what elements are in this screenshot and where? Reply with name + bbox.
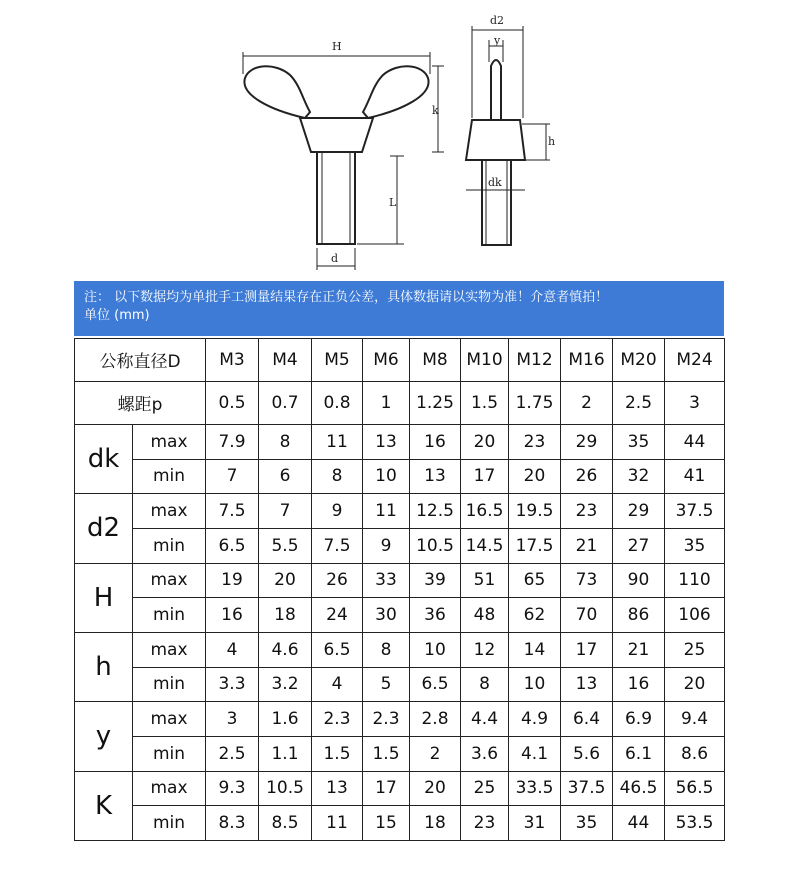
table-row bbox=[75, 667, 725, 702]
value-cell: 29 bbox=[613, 494, 665, 529]
value-cell: 14 bbox=[509, 632, 561, 667]
value-cell: 2.8 bbox=[410, 702, 461, 737]
value-cell: 17 bbox=[561, 632, 613, 667]
value-cell: 44 bbox=[613, 806, 665, 841]
value-cell: 3.6 bbox=[461, 736, 509, 771]
pitch-cell: 1 bbox=[363, 381, 410, 424]
limit-label: min bbox=[133, 528, 206, 563]
wing-bolt-diagram bbox=[0, 0, 790, 280]
value-cell: 16 bbox=[410, 424, 461, 459]
value-cell: 32 bbox=[613, 459, 665, 494]
value-cell: 9 bbox=[312, 494, 363, 529]
limit-label: min bbox=[133, 736, 206, 771]
value-cell: 18 bbox=[410, 806, 461, 841]
value-cell: 6.9 bbox=[613, 702, 665, 737]
value-cell: 4 bbox=[206, 632, 259, 667]
side-dimensions bbox=[466, 26, 550, 190]
value-cell: 25 bbox=[665, 632, 725, 667]
value-cell: 2.3 bbox=[363, 702, 410, 737]
side-boss-outline bbox=[466, 120, 525, 160]
size-cell: M16 bbox=[561, 339, 613, 382]
value-cell: 3.2 bbox=[259, 667, 312, 702]
value-cell: 3.3 bbox=[206, 667, 259, 702]
dim-H-label: H bbox=[332, 40, 342, 53]
value-cell: 10.5 bbox=[259, 771, 312, 806]
value-cell: 10 bbox=[363, 459, 410, 494]
unit-text: 单位 (mm) bbox=[84, 308, 150, 323]
note-text: 注： 以下数据均为单批手工测量结果存在正负公差，具体数据请以实物为准！介意者慎拍！ bbox=[84, 290, 609, 305]
table-row bbox=[75, 494, 725, 529]
pitch-cell: 1.75 bbox=[509, 381, 561, 424]
pitch-cell: 0.7 bbox=[259, 381, 312, 424]
pitch-cell: 2.5 bbox=[613, 381, 665, 424]
table-row bbox=[75, 563, 725, 598]
table-row bbox=[75, 736, 725, 771]
value-cell: 41 bbox=[665, 459, 725, 494]
value-cell: 1.5 bbox=[363, 736, 410, 771]
value-cell: 2 bbox=[410, 736, 461, 771]
value-cell: 23 bbox=[461, 806, 509, 841]
value-cell: 110 bbox=[665, 563, 725, 598]
value-cell: 8 bbox=[312, 459, 363, 494]
value-cell: 21 bbox=[613, 632, 665, 667]
value-cell: 8.5 bbox=[259, 806, 312, 841]
limit-label: max bbox=[133, 702, 206, 737]
pitch-cell: 0.5 bbox=[206, 381, 259, 424]
right-wing-outline bbox=[363, 66, 429, 118]
value-cell: 6.4 bbox=[561, 702, 613, 737]
value-cell: 16 bbox=[613, 667, 665, 702]
value-cell: 51 bbox=[461, 563, 509, 598]
table-row bbox=[75, 528, 725, 563]
dim-dk-label: dk bbox=[488, 176, 502, 189]
side-wing-outline bbox=[491, 60, 501, 120]
value-cell: 27 bbox=[613, 528, 665, 563]
value-cell: 8 bbox=[461, 667, 509, 702]
value-cell: 6 bbox=[259, 459, 312, 494]
value-cell: 9.3 bbox=[206, 771, 259, 806]
value-cell: 19 bbox=[206, 563, 259, 598]
value-cell: 11 bbox=[312, 806, 363, 841]
value-cell: 20 bbox=[509, 459, 561, 494]
table-row bbox=[75, 806, 725, 841]
group-label: dk bbox=[75, 424, 133, 493]
value-cell: 7.5 bbox=[206, 494, 259, 529]
limit-label: max bbox=[133, 771, 206, 806]
value-cell: 62 bbox=[509, 598, 561, 633]
value-cell: 30 bbox=[363, 598, 410, 633]
value-cell: 16.5 bbox=[461, 494, 509, 529]
side-view bbox=[466, 60, 525, 245]
value-cell: 6.1 bbox=[613, 736, 665, 771]
size-header-row bbox=[75, 339, 725, 382]
value-cell: 6.5 bbox=[206, 528, 259, 563]
value-cell: 44 bbox=[665, 424, 725, 459]
table-row bbox=[75, 771, 725, 806]
size-cell: M12 bbox=[509, 339, 561, 382]
value-cell: 23 bbox=[561, 494, 613, 529]
value-cell: 46.5 bbox=[613, 771, 665, 806]
value-cell: 18 bbox=[259, 598, 312, 633]
value-cell: 10 bbox=[509, 667, 561, 702]
value-cell: 1.1 bbox=[259, 736, 312, 771]
value-cell: 16 bbox=[206, 598, 259, 633]
size-header-label: 公称直径D bbox=[75, 339, 206, 382]
value-cell: 7 bbox=[259, 494, 312, 529]
dim-d2-label: d2 bbox=[490, 14, 505, 27]
value-cell: 20 bbox=[410, 771, 461, 806]
size-cell: M6 bbox=[363, 339, 410, 382]
limit-label: min bbox=[133, 667, 206, 702]
value-cell: 25 bbox=[461, 771, 509, 806]
value-cell: 8 bbox=[259, 424, 312, 459]
value-cell: 39 bbox=[410, 563, 461, 598]
value-cell: 7 bbox=[206, 459, 259, 494]
value-cell: 35 bbox=[613, 424, 665, 459]
value-cell: 13 bbox=[561, 667, 613, 702]
value-cell: 4.9 bbox=[509, 702, 561, 737]
table-row bbox=[75, 632, 725, 667]
front-view bbox=[244, 66, 428, 244]
group-label: H bbox=[75, 563, 133, 632]
value-cell: 19.5 bbox=[509, 494, 561, 529]
limit-label: max bbox=[133, 632, 206, 667]
spec-table bbox=[74, 338, 725, 841]
value-cell: 1.5 bbox=[312, 736, 363, 771]
value-cell: 17 bbox=[363, 771, 410, 806]
value-cell: 5.5 bbox=[259, 528, 312, 563]
spec-table-body bbox=[75, 339, 725, 841]
dim-d-label: d bbox=[331, 252, 339, 265]
value-cell: 53.5 bbox=[665, 806, 725, 841]
limit-label: min bbox=[133, 806, 206, 841]
value-cell: 23 bbox=[509, 424, 561, 459]
pitch-cell: 0.8 bbox=[312, 381, 363, 424]
value-cell: 6.5 bbox=[312, 632, 363, 667]
size-cell: M5 bbox=[312, 339, 363, 382]
dim-L-label: L bbox=[389, 196, 397, 209]
note-banner bbox=[74, 281, 724, 336]
size-cell: M20 bbox=[613, 339, 665, 382]
value-cell: 20 bbox=[461, 424, 509, 459]
value-cell: 1.6 bbox=[259, 702, 312, 737]
value-cell: 2.3 bbox=[312, 702, 363, 737]
value-cell: 26 bbox=[312, 563, 363, 598]
value-cell: 8.3 bbox=[206, 806, 259, 841]
value-cell: 33 bbox=[363, 563, 410, 598]
value-cell: 5 bbox=[363, 667, 410, 702]
value-cell: 13 bbox=[312, 771, 363, 806]
limit-label: max bbox=[133, 494, 206, 529]
value-cell: 4.1 bbox=[509, 736, 561, 771]
value-cell: 20 bbox=[259, 563, 312, 598]
group-label: d2 bbox=[75, 494, 133, 563]
value-cell: 8 bbox=[363, 632, 410, 667]
value-cell: 37.5 bbox=[561, 771, 613, 806]
value-cell: 29 bbox=[561, 424, 613, 459]
value-cell: 9 bbox=[363, 528, 410, 563]
size-cell: M4 bbox=[259, 339, 312, 382]
value-cell: 70 bbox=[561, 598, 613, 633]
value-cell: 21 bbox=[561, 528, 613, 563]
pitch-row bbox=[75, 381, 725, 424]
value-cell: 9.4 bbox=[665, 702, 725, 737]
front-dimensions bbox=[243, 52, 444, 270]
value-cell: 4 bbox=[312, 667, 363, 702]
limit-label: min bbox=[133, 459, 206, 494]
value-cell: 2.5 bbox=[206, 736, 259, 771]
table-row bbox=[75, 702, 725, 737]
value-cell: 106 bbox=[665, 598, 725, 633]
value-cell: 33.5 bbox=[509, 771, 561, 806]
left-wing-outline bbox=[244, 66, 310, 118]
size-cell: M10 bbox=[461, 339, 509, 382]
pitch-cell: 1.25 bbox=[410, 381, 461, 424]
table-row bbox=[75, 598, 725, 633]
value-cell: 12.5 bbox=[410, 494, 461, 529]
value-cell: 14.5 bbox=[461, 528, 509, 563]
size-cell: M3 bbox=[206, 339, 259, 382]
value-cell: 24 bbox=[312, 598, 363, 633]
value-cell: 8.6 bbox=[665, 736, 725, 771]
value-cell: 11 bbox=[363, 494, 410, 529]
dim-h-label: h bbox=[548, 135, 556, 148]
value-cell: 90 bbox=[613, 563, 665, 598]
value-cell: 4.6 bbox=[259, 632, 312, 667]
value-cell: 36 bbox=[410, 598, 461, 633]
boss-outline bbox=[300, 118, 373, 152]
wing-bolt-drawing bbox=[0, 0, 790, 280]
limit-label: min bbox=[133, 598, 206, 633]
value-cell: 7.5 bbox=[312, 528, 363, 563]
value-cell: 26 bbox=[561, 459, 613, 494]
pitch-cell: 1.5 bbox=[461, 381, 509, 424]
group-label: h bbox=[75, 632, 133, 701]
size-cell: M24 bbox=[665, 339, 725, 382]
value-cell: 37.5 bbox=[665, 494, 725, 529]
value-cell: 5.6 bbox=[561, 736, 613, 771]
value-cell: 3 bbox=[206, 702, 259, 737]
value-cell: 11 bbox=[312, 424, 363, 459]
value-cell: 17 bbox=[461, 459, 509, 494]
value-cell: 12 bbox=[461, 632, 509, 667]
value-cell: 86 bbox=[613, 598, 665, 633]
value-cell: 13 bbox=[410, 459, 461, 494]
dim-k-label: k bbox=[432, 104, 439, 117]
pitch-label: 螺距p bbox=[75, 381, 206, 424]
value-cell: 10.5 bbox=[410, 528, 461, 563]
value-cell: 48 bbox=[461, 598, 509, 633]
group-label: y bbox=[75, 702, 133, 771]
value-cell: 31 bbox=[509, 806, 561, 841]
limit-label: max bbox=[133, 563, 206, 598]
value-cell: 35 bbox=[561, 806, 613, 841]
limit-label: max bbox=[133, 424, 206, 459]
value-cell: 20 bbox=[665, 667, 725, 702]
table-row bbox=[75, 459, 725, 494]
value-cell: 65 bbox=[509, 563, 561, 598]
value-cell: 13 bbox=[363, 424, 410, 459]
value-cell: 17.5 bbox=[509, 528, 561, 563]
value-cell: 4.4 bbox=[461, 702, 509, 737]
pitch-cell: 2 bbox=[561, 381, 613, 424]
table-row bbox=[75, 424, 725, 459]
pitch-cell: 3 bbox=[665, 381, 725, 424]
size-cell: M8 bbox=[410, 339, 461, 382]
shank-outline bbox=[317, 152, 355, 244]
value-cell: 7.9 bbox=[206, 424, 259, 459]
value-cell: 6.5 bbox=[410, 667, 461, 702]
value-cell: 10 bbox=[410, 632, 461, 667]
value-cell: 56.5 bbox=[665, 771, 725, 806]
group-label: K bbox=[75, 771, 133, 840]
value-cell: 35 bbox=[665, 528, 725, 563]
value-cell: 15 bbox=[363, 806, 410, 841]
value-cell: 73 bbox=[561, 563, 613, 598]
dim-y-label: y bbox=[494, 34, 501, 47]
